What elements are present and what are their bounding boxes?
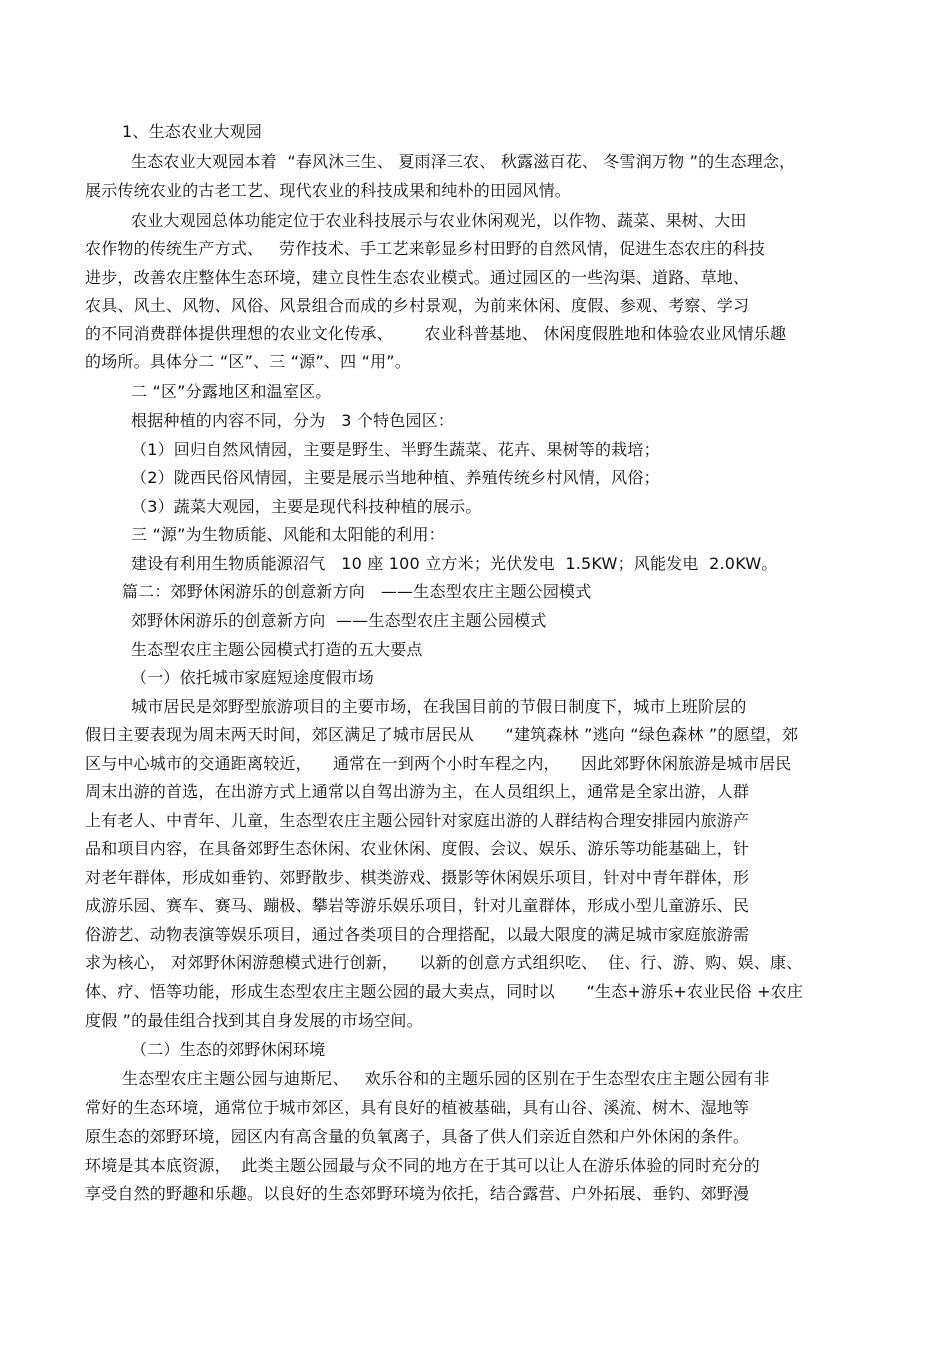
paragraph-line: 的场所。具体分二 “区”、三 “源”、四 “用”。: [85, 352, 411, 371]
section-heading: （一）依托城市家庭短途度假市场: [131, 668, 375, 687]
subtitle-line: 郊野休闲游乐的创意新方向 ——生态型农庄主题公园模式: [131, 611, 547, 630]
paragraph-line: 上有老人、中青年、儿童，生态型农庄主题公园针对家庭出游的人群结构合理安排园内旅游产: [85, 811, 750, 830]
paragraph-line: 假日主要表现为周末两天时间，郊区满足了城市居民从 “建筑森林 ”逃向 “绿色森林 ”的愿望，郊: [85, 725, 799, 744]
paragraph-line: 根据种植的内容不同，分为 3 个特色园区：: [131, 411, 455, 430]
paragraph-line: 展示传统农业的古老工艺、现代农业的科技成果和纯朴的田园风情。: [85, 181, 572, 200]
paragraph-line: 农作物的传统生产方式、 劳作技术、手工艺来彰显乡村田野的自然风情，促进生态农庄的科技: [85, 239, 766, 258]
paragraph-line: 三 “源”为生物质能、风能和太阳能的利用：: [131, 525, 445, 544]
paragraph-line: 农业大观园总体功能定位于农业科技展示与农业休闲观光，以作物、蔬菜、果树、大田: [131, 211, 747, 230]
paragraph-line: 生态型农庄主题公园与迪斯尼、 欢乐谷和的主题乐园的区别在于生态型农庄主题公园有非: [122, 1069, 770, 1088]
paragraph-line: 成游乐园、赛车、赛马、蹦极、攀岩等游乐娱乐项目，针对儿童群体，形成小型儿童游乐、民: [85, 896, 750, 915]
subtitle-line: 生态型农庄主题公园模式打造的五大要点: [131, 640, 423, 659]
list-item: （1）回归自然风情园，主要是野生、半野生蔬菜、花卉、果树等的栽培；: [131, 440, 660, 459]
paragraph-line: 原生态的郊野环境，园区内有高含量的负氧离子，具备了供人们亲近自然和户外休闲的条件。: [85, 1127, 750, 1146]
paragraph-line: 的不同消费群体提供理想的农业文化传承、 农业科普基地、 休闲度假胜地和体验农业风情乐趣: [85, 324, 787, 343]
section-heading: （二）生态的郊野休闲环境: [131, 1040, 326, 1059]
list-item: （2）陇西民俗风情园，主要是展示当地种植、养殖传统乡村风情，风俗；: [131, 468, 660, 487]
paragraph-line: 农具、风土、风物、风俗、风景组合而成的乡村景观，为前来休闲、度假、参观、考察、学习: [85, 296, 750, 315]
article-heading: 篇二：郊野休闲游乐的创意新方向 ——生态型农庄主题公园模式: [122, 582, 592, 601]
paragraph-line: 体、疗、悟等功能，形成生态型农庄主题公园的最大卖点，同时以 “生态+游乐+农业民俗 +农庄: [85, 982, 804, 1001]
paragraph-line: 度假 ”的最佳组合找到其自身发展的市场空间。: [85, 1011, 423, 1030]
section-heading: 1、生态农业大观园: [122, 122, 262, 141]
paragraph-line: 区与中心城市的交通距离较近， 通常在一到两个小时车程之内， 因此郊野休闲旅游是城市居民: [85, 754, 792, 773]
paragraph-line: 二 “区”分露地区和温室区。: [131, 382, 332, 401]
paragraph-line: 生态农业大观园本着 “春风沐三生、 夏雨泽三农、 秋露滋百花、 冬雪润万物 ”的生态理念，: [131, 152, 796, 171]
paragraph-line: 品和项目内容，在具备郊野生态休闲、农业休闲、度假、会议、娱乐、游乐等功能基础上，针: [85, 839, 750, 858]
paragraph-line: 俗游艺、动物表演等娱乐项目，通过各类项目的合理搭配，以最大限度的满足城市家庭旅游需: [85, 925, 750, 944]
paragraph-line: 环境是其本底资源， 此类主题公园最与众不同的地方在于其可以让人在游乐体验的同时充分的: [85, 1156, 760, 1175]
paragraph-line: 求为核心， 对郊野休闲游憩模式进行创新， 以新的创意方式组织吃、 住、行、游、购、娱、康、: [85, 953, 803, 972]
paragraph-line: 对老年群体，形成如垂钓、郊野散步、棋类游戏、摄影等休闲娱乐项目，针对中青年群体，形: [85, 868, 750, 887]
paragraph-line: 常好的生态环境，通常位于城市郊区，具有良好的植被基础，具有山谷、溪流、树木、湿地等: [85, 1098, 750, 1117]
paragraph-line: 进步，改善农庄整体生态环境，建立良性生态农业模式。通过园区的一些沟渠、道路、草地、: [85, 268, 750, 287]
paragraph-line: 周末出游的首选，在出游方式上通常以自驾出游为主，在人员组织上，通常是全家出游，人群: [85, 782, 750, 801]
list-item: （3）蔬菜大观园，主要是现代科技种植的展示。: [131, 497, 482, 516]
paragraph-line: 建设有利用生物质能源沼气 10 座 100 立方米；光伏发电 1.5KW；风能发电 2.0KW。: [131, 554, 778, 573]
paragraph-line: 享受自然的野趣和乐趣。以良好的生态郊野环境为依托，结合露营、户外拓展、垂钓、郊野漫: [85, 1184, 750, 1203]
paragraph-line: 城市居民是郊野型旅游项目的主要市场，在我国目前的节假日制度下，城市上班阶层的: [131, 697, 747, 716]
